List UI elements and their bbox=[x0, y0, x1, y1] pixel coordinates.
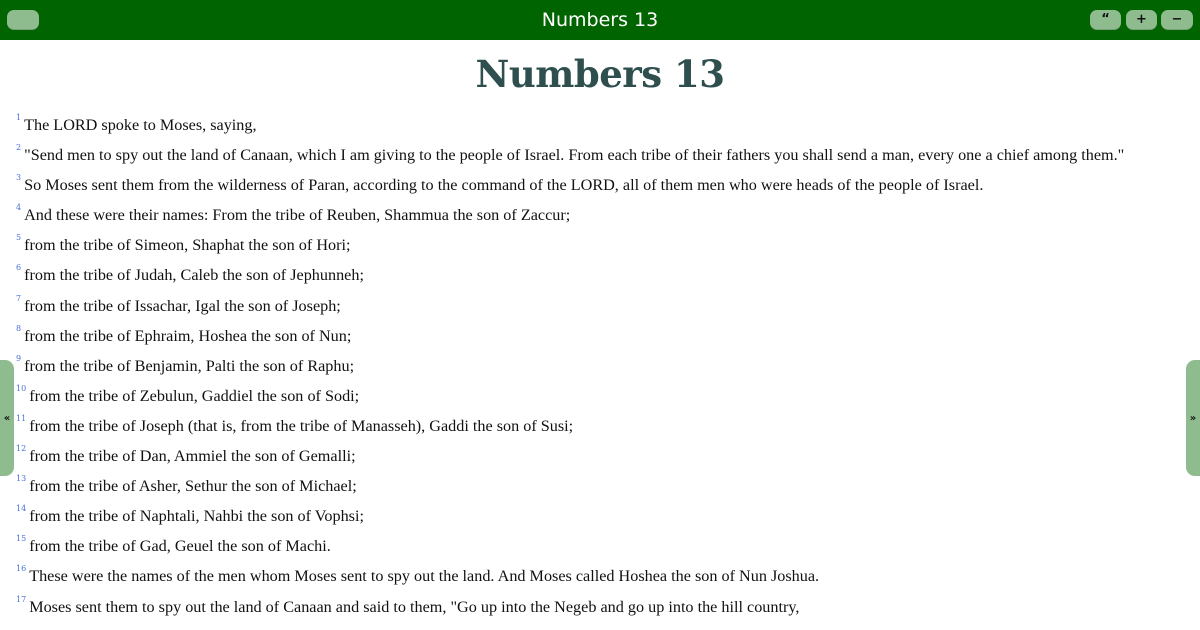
top-bar bbox=[0, 0, 1200, 40]
verse-text: from the tribe of Ephraim, Hoshea the son of Nun; bbox=[24, 326, 352, 345]
next-chapter-button[interactable] bbox=[1186, 360, 1200, 476]
verse-text: from the tribe of Asher, Sethur the son of Michael; bbox=[29, 477, 357, 496]
minus-icon: − bbox=[1171, 12, 1183, 27]
verse-4 bbox=[16, 200, 1180, 230]
verse-13 bbox=[16, 471, 1180, 501]
verse-number: 9 bbox=[16, 353, 22, 363]
verse-number: 12 bbox=[16, 444, 27, 454]
verse-list bbox=[16, 110, 1180, 622]
verse-number: 10 bbox=[16, 383, 27, 393]
verse-text: from the tribe of Gad, Geuel the son of Machi. bbox=[29, 537, 331, 556]
verse-number: 4 bbox=[16, 203, 22, 213]
verse-number: 14 bbox=[16, 504, 27, 514]
verse-number: 16 bbox=[16, 564, 27, 574]
verse-number: 17 bbox=[16, 594, 27, 604]
verse-12 bbox=[16, 441, 1180, 471]
verse-text: These were the names of the men whom Moses sent to spy out the land. And Moses called Hoshea the son of Nun Joshua. bbox=[29, 567, 820, 586]
verse-text: from the tribe of Judah, Caleb the son of Jephunneh; bbox=[24, 266, 364, 285]
verse-number: 13 bbox=[16, 474, 27, 484]
verse-number: 7 bbox=[16, 293, 22, 303]
verse-text: from the tribe of Zebulun, Gaddiel the son of Sodi; bbox=[29, 386, 360, 405]
verse-3 bbox=[16, 170, 1180, 200]
verse-16 bbox=[16, 561, 1180, 591]
verse-number: 1 bbox=[16, 113, 22, 122]
verse-number: 2 bbox=[16, 143, 22, 153]
verse-15 bbox=[16, 531, 1180, 561]
verse-text: "Send men to spy out the land of Canaan, which I am giving to the people of Israel. From each tribe of their fathers you shall send a man, every one a chief among them." bbox=[24, 146, 1125, 165]
verse-text: from the tribe of Benjamin, Palti the son of Raphu; bbox=[24, 356, 355, 375]
verse-5 bbox=[16, 230, 1180, 260]
verse-text: from the tribe of Simeon, Shaphat the son of Hori; bbox=[24, 236, 351, 255]
verse-number: 15 bbox=[16, 534, 27, 544]
verse-text: from the tribe of Dan, Ammiel the son of Gemalli; bbox=[29, 447, 356, 466]
verse-number: 11 bbox=[16, 413, 27, 423]
verse-6 bbox=[16, 260, 1180, 290]
verse-text: So Moses sent them from the wilderness of Paran, according to the command of the LORD, all of them men who were heads of the people of Israel. bbox=[24, 176, 984, 195]
verse-11 bbox=[16, 411, 1180, 441]
verse-text: The LORD spoke to Moses, saying, bbox=[24, 116, 257, 134]
verse-9 bbox=[16, 351, 1180, 381]
verse-text: from the tribe of Issachar, Igal the son of Joseph; bbox=[24, 296, 341, 315]
next-chevron-icon: » bbox=[1189, 412, 1197, 424]
verse-8 bbox=[16, 321, 1180, 351]
chapter-heading: Numbers 13 bbox=[475, 52, 725, 96]
verse-10 bbox=[16, 381, 1180, 411]
verse-text: Moses sent them to spy out the land of Canaan and said to them, "Go up into the Negeb and go up into the hill country, bbox=[29, 597, 800, 616]
verse-text: And these were their names: From the tribe of Reuben, Shammua the son of Zaccur; bbox=[24, 206, 571, 225]
increase-font-button[interactable] bbox=[1126, 10, 1157, 30]
verse-2 bbox=[16, 140, 1180, 170]
quote-icon: “ bbox=[1101, 12, 1110, 27]
verse-number: 5 bbox=[16, 233, 22, 243]
verse-text: from the tribe of Naphtali, Nahbi the son of Vophsi; bbox=[29, 507, 364, 526]
verse-number: 8 bbox=[16, 323, 22, 333]
quote-button[interactable] bbox=[1090, 10, 1121, 30]
verse-number: 6 bbox=[16, 263, 22, 273]
previous-chapter-button[interactable] bbox=[0, 360, 14, 476]
plus-icon: + bbox=[1136, 12, 1147, 27]
verse-7 bbox=[16, 291, 1180, 321]
verse-17 bbox=[16, 592, 1180, 622]
verse-number: 3 bbox=[16, 173, 22, 183]
verse-14 bbox=[16, 501, 1180, 531]
window-title: Numbers 13 bbox=[541, 9, 659, 31]
decrease-font-button[interactable] bbox=[1161, 10, 1193, 30]
previous-chevron-icon: « bbox=[3, 412, 11, 424]
verse-text: from the tribe of Joseph (that is, from the tribe of Manasseh), Gaddi the son of Susi; bbox=[29, 416, 574, 435]
verse-1 bbox=[16, 110, 1180, 140]
